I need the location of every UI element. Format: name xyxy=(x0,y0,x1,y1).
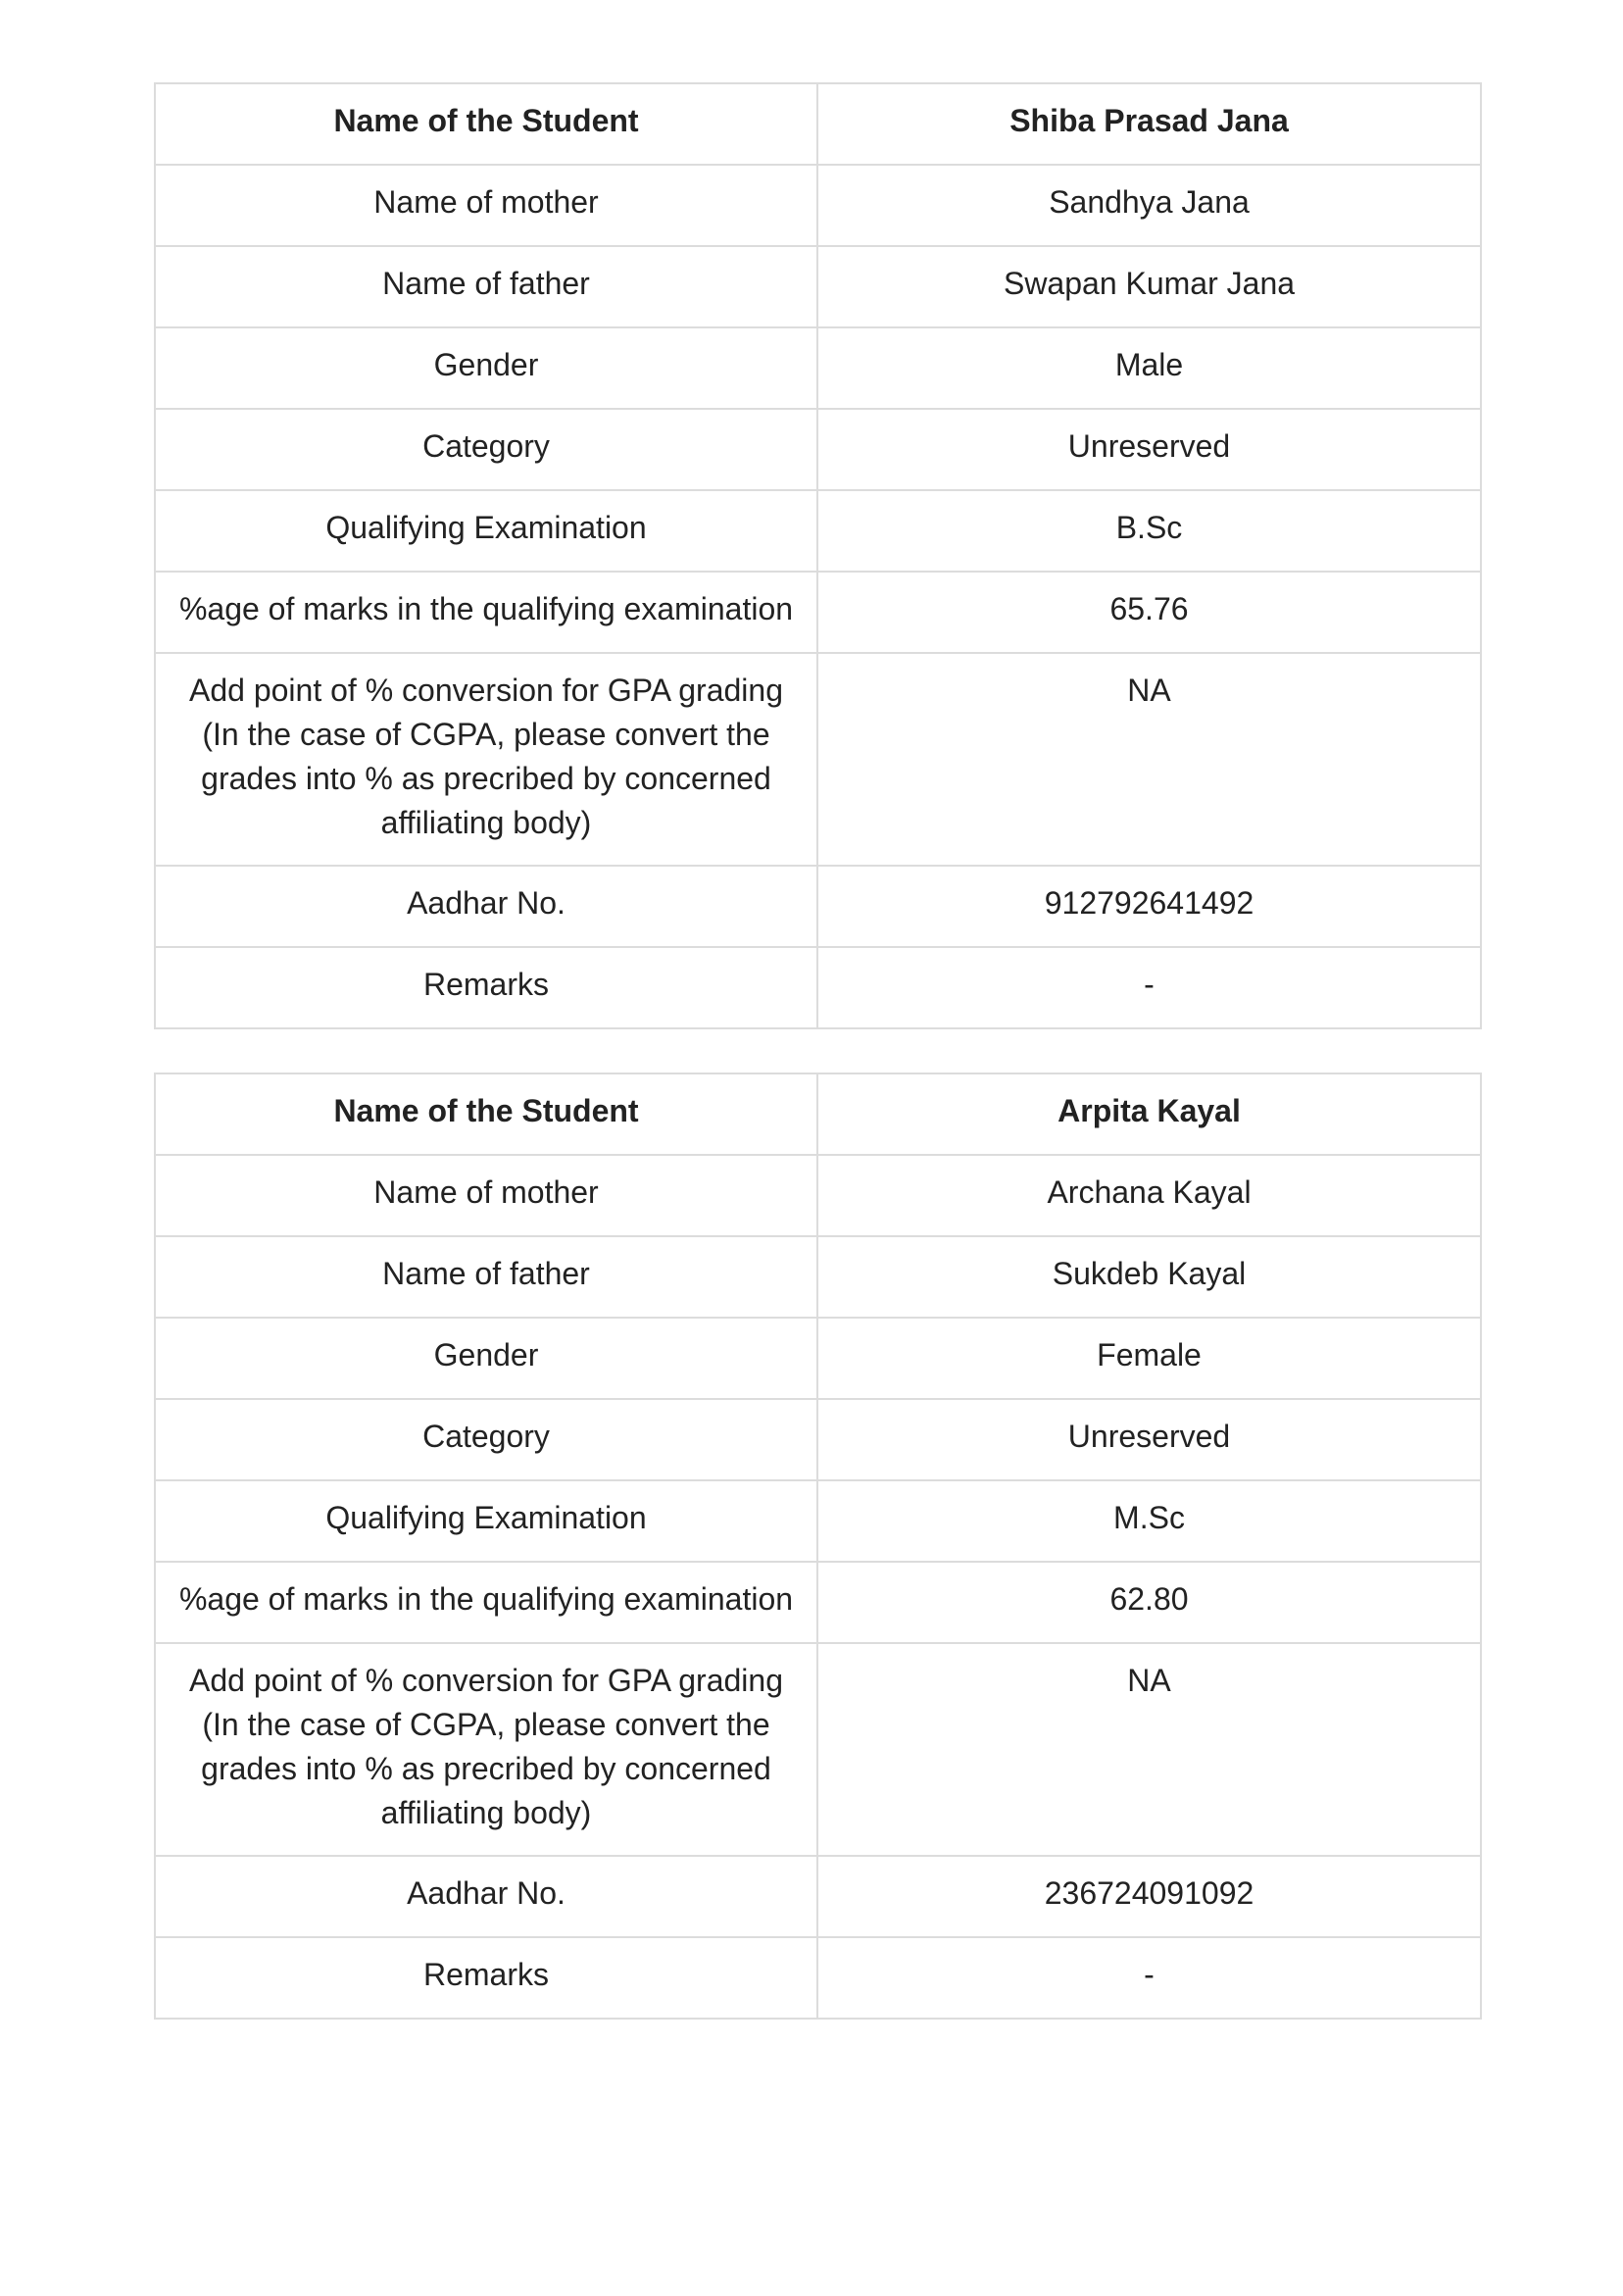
row-value: Shiba Prasad Jana xyxy=(817,83,1481,165)
table-row xyxy=(155,1155,1481,1236)
row-label: Name of father xyxy=(155,1236,817,1318)
row-value: M.Sc xyxy=(817,1480,1481,1562)
table-row xyxy=(155,1318,1481,1399)
row-label: Gender xyxy=(155,1318,817,1399)
table-row xyxy=(155,947,1481,1028)
table-row xyxy=(155,83,1481,165)
row-value: B.Sc xyxy=(817,490,1481,572)
table-row xyxy=(155,1643,1481,1856)
row-value: 236724091092 xyxy=(817,1856,1481,1937)
row-value: - xyxy=(817,1937,1481,2019)
row-label: Add point of % conversion for GPA grading (In the case of CGPA, please convert the grades into % as precribed by concerned affiliating body) xyxy=(155,1643,817,1856)
row-label: Name of the Student xyxy=(155,83,817,165)
row-label: Aadhar No. xyxy=(155,866,817,947)
row-value: NA xyxy=(817,1643,1481,1856)
table-row xyxy=(155,572,1481,653)
row-label: Name of father xyxy=(155,246,817,327)
table-row xyxy=(155,1562,1481,1643)
table-row xyxy=(155,246,1481,327)
row-value: 65.76 xyxy=(817,572,1481,653)
row-label: Remarks xyxy=(155,1937,817,2019)
row-label: Aadhar No. xyxy=(155,1856,817,1937)
row-value: Sukdeb Kayal xyxy=(817,1236,1481,1318)
row-value: Unreserved xyxy=(817,409,1481,490)
table-row xyxy=(155,1073,1481,1155)
table-row xyxy=(155,1399,1481,1480)
table-row xyxy=(155,490,1481,572)
student-table-1 xyxy=(154,82,1482,1029)
row-label: Qualifying Examination xyxy=(155,490,817,572)
table-row xyxy=(155,653,1481,866)
student-table-2 xyxy=(154,1073,1482,2020)
row-value: Unreserved xyxy=(817,1399,1481,1480)
row-value: Swapan Kumar Jana xyxy=(817,246,1481,327)
row-value: Archana Kayal xyxy=(817,1155,1481,1236)
row-label: Category xyxy=(155,409,817,490)
row-label: Add point of % conversion for GPA grading (In the case of CGPA, please convert the grades into % as precribed by concerned affiliating body) xyxy=(155,653,817,866)
row-value: 62.80 xyxy=(817,1562,1481,1643)
table-row xyxy=(155,1937,1481,2019)
table-row xyxy=(155,1856,1481,1937)
row-value: Arpita Kayal xyxy=(817,1073,1481,1155)
row-label: Name of mother xyxy=(155,1155,817,1236)
table-row xyxy=(155,409,1481,490)
row-value: - xyxy=(817,947,1481,1028)
table-row xyxy=(155,165,1481,246)
table-row xyxy=(155,327,1481,409)
row-label: Name of mother xyxy=(155,165,817,246)
row-value: Female xyxy=(817,1318,1481,1399)
row-label: Name of the Student xyxy=(155,1073,817,1155)
row-value: Sandhya Jana xyxy=(817,165,1481,246)
table-row xyxy=(155,866,1481,947)
row-label: Remarks xyxy=(155,947,817,1028)
table-row xyxy=(155,1236,1481,1318)
row-value: Male xyxy=(817,327,1481,409)
row-value: NA xyxy=(817,653,1481,866)
table-row xyxy=(155,1480,1481,1562)
row-value: 912792641492 xyxy=(817,866,1481,947)
row-label: Gender xyxy=(155,327,817,409)
row-label: Category xyxy=(155,1399,817,1480)
row-label: %age of marks in the qualifying examination xyxy=(155,1562,817,1643)
row-label: %age of marks in the qualifying examination xyxy=(155,572,817,653)
row-label: Qualifying Examination xyxy=(155,1480,817,1562)
